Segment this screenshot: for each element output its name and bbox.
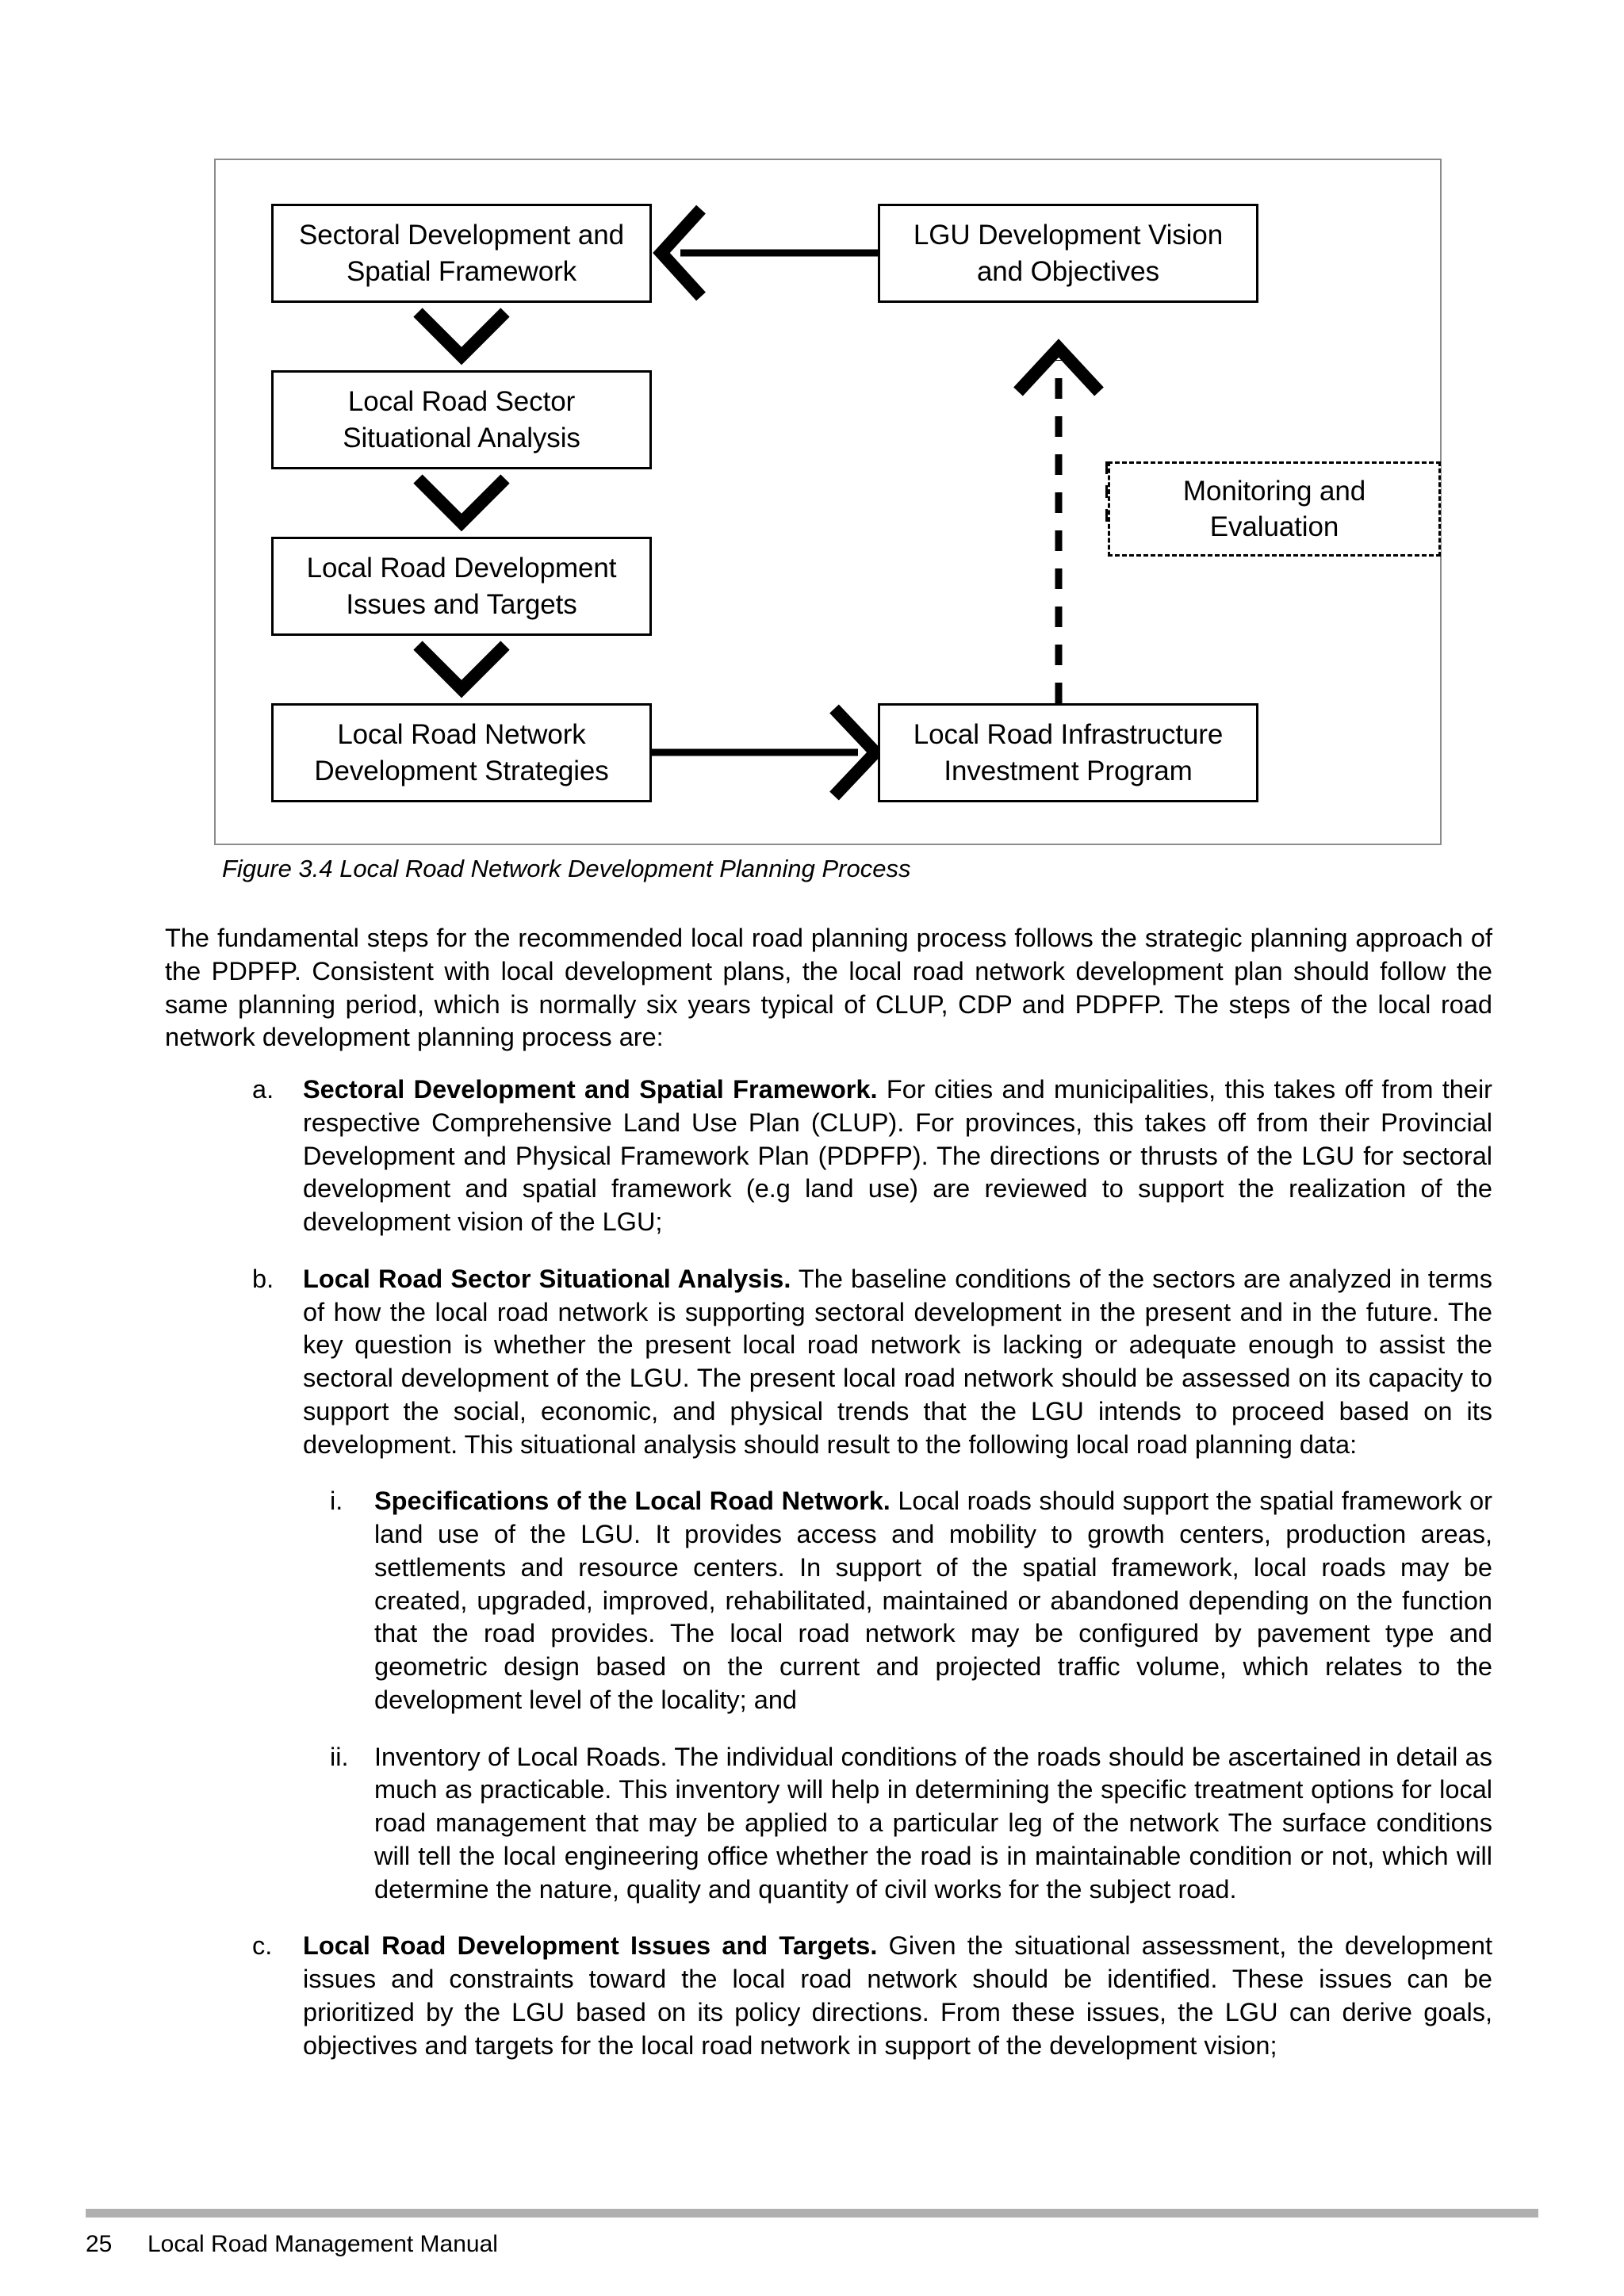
list-marker: ii.	[330, 1742, 349, 1771]
flow-box-line: and Objectives	[976, 255, 1160, 287]
flow-box-line: Investment Program	[944, 755, 1193, 786]
footer-document-title: Local Road Management Manual	[147, 2231, 498, 2257]
connector-situational-to-issues	[418, 479, 505, 522]
page-footer	[86, 2231, 1196, 2258]
flow-box-line: Sectoral Development and	[298, 220, 625, 251]
flow-box-line: Local Road Network	[337, 719, 586, 750]
run-in-heading: Specifications of the Local Road Network.	[374, 1487, 891, 1516]
list-item-c	[165, 1930, 1492, 2062]
list-marker: i.	[330, 1487, 343, 1516]
flow-box-investment-program[interactable]	[878, 703, 1258, 802]
flow-box-development-strategies[interactable]	[271, 703, 652, 802]
flow-box-line: LGU Development Vision	[913, 220, 1224, 251]
flow-box-line: Situational Analysis	[343, 422, 580, 453]
flow-box-line: Local Road Infrastructure	[913, 719, 1224, 750]
list-body-text: Inventory of Local Roads. The individual conditions of the roads should be ascertained in detail as much as practicable. This inventory will help in determining the specific treatment options for local road management that may be applied to a particular leg of the network The surface conditions will tell the local engineering office whether the road is in maintainable condition or not, which will determine the nature, quality and quantity of civil works for the subject road.	[374, 1742, 1492, 1904]
list-body-text: For cities and municipalities, this takes off from their respective Comprehensive Land Use Plan (CLUP). For provinces, this takes off from their Provincial Development and Physical Framework Plan (PDPFP). The directions or thrusts of the LGU for sectoral development and spatial framework (e.g land use) are reviewed to support the realization of the development vision of the LGU;	[303, 1075, 1492, 1236]
figure-caption: Figure 3.4 Local Road Network Development Planning Process	[222, 855, 911, 882]
list-item-a	[165, 1073, 1492, 1239]
list-item-i	[165, 1485, 1492, 1716]
flow-box-situational-analysis[interactable]	[271, 370, 652, 469]
flow-box-line: Development Strategies	[314, 755, 609, 786]
flow-box-sectoral-development[interactable]	[271, 204, 652, 303]
list-marker: c.	[252, 1931, 273, 1961]
connector-investment-to-vision	[1018, 348, 1099, 703]
connector-sectoral-to-situational	[418, 312, 505, 356]
list-content	[303, 1263, 1492, 1462]
flow-box-line: Spatial Framework	[346, 255, 577, 287]
run-in-heading: Sectoral Development and Spatial Framework.	[303, 1075, 878, 1104]
run-in-heading: Local Road Sector Situational Analysis.	[303, 1264, 791, 1293]
flow-box-line: Local Road Sector	[347, 386, 576, 417]
list-content	[374, 1485, 1492, 1716]
list-item-b	[165, 1263, 1492, 1462]
flow-box-monitoring-and-evaluation[interactable]	[1108, 461, 1441, 557]
list-content	[303, 1930, 1492, 2062]
flow-box-line: Monitoring and	[1182, 475, 1366, 507]
list-item-ii	[165, 1741, 1492, 1907]
footer-divider	[86, 2209, 1538, 2218]
page-number: 25	[86, 2231, 113, 2257]
list-body-text: Local roads should support the spatial framework or land use of the LGU. It provides access and mobility to growth centers, production areas, settlements and resource centers. In support of the spatial framework, local roads may be created, upgraded, improved, rehabilitated, maintained or abandoned depending on the function that the road provides. The local road network may be configured by pavement type and geometric design based on the current and projected traffic volume, which relates to the development level of the locality; and	[374, 1487, 1492, 1714]
flow-box-lgu-development-vision[interactable]	[878, 204, 1258, 303]
flow-box-line: Local Road Development	[306, 553, 617, 584]
list-body-text: Given the situational assessment, the development issues and constraints toward the local road network should be identified. These issues can be prioritized by the LGU based on its policy directions. From these issues, the LGU can derive goals, objectives and targets for the local road network in support of the development vision;	[303, 1931, 1492, 2060]
flow-box-issues-and-targets[interactable]	[271, 537, 652, 636]
flow-box-line: Issues and Targets	[346, 588, 577, 620]
connector-vision-to-sectoral	[661, 209, 878, 297]
list-marker: a.	[252, 1075, 274, 1104]
run-in-heading: Local Road Development Issues and Targets.	[303, 1931, 878, 1961]
figure-container	[214, 159, 1442, 845]
list-content	[374, 1741, 1492, 1907]
list-content	[303, 1073, 1492, 1239]
connector-strategies-to-investment	[652, 709, 875, 796]
list-body-text: The baseline conditions of the sectors are analyzed in terms of how the local road network is supporting sectoral development in the present and in the future. The key question is whether the present local road network is lacking or adequate enough to assist the sectoral development of the LGU. The present local road network should be assessed on its capacity to support the social, economic, and physical trends that the LGU intends to proceed based on its development. This situational analysis should result to the following local road planning data:	[303, 1264, 1492, 1459]
intro-paragraph: The fundamental steps for the recommended local road planning process follows the strategic planning approach of the PDPFP. Consistent with local development plans, the local road network development plan should follow the same planning period, which is normally six years typical of CLUP, CDP and PDPFP. The steps of the local road network development planning process are:	[165, 924, 1492, 1052]
body-text	[165, 922, 1492, 2086]
list-marker: b.	[252, 1264, 274, 1293]
connector-issues-to-strategies	[418, 645, 505, 689]
flow-box-line: Evaluation	[1209, 511, 1339, 542]
